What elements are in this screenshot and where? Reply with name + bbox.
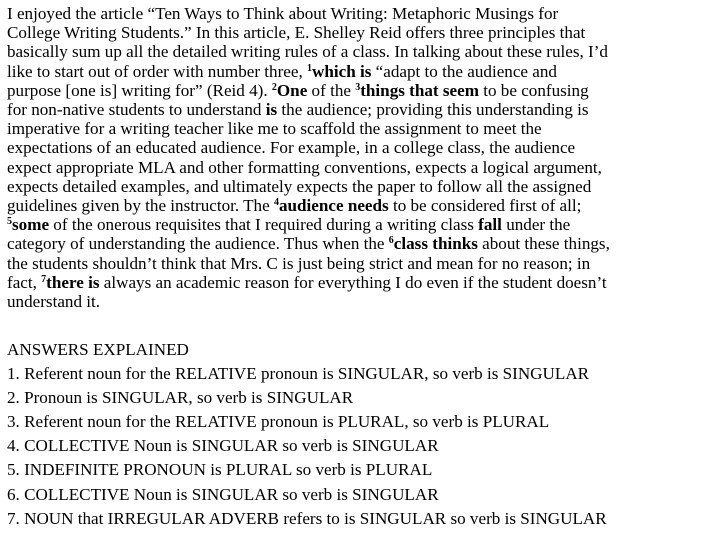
text-segment: “adapt to the audience and — [371, 61, 557, 81]
text-segment: College Writing Students.” In this article, E. Shelley Reid offers three principles that — [7, 23, 586, 43]
text-segment: expects detailed examples, and ultimately expects the paper to follow all the assigned — [7, 176, 592, 196]
text-segment: about these things, — [477, 234, 610, 254]
paragraph-line — [7, 196, 719, 215]
text-segment: expect appropriate MLA and other formatting conventions, expects a logical argument, — [7, 157, 602, 177]
text-segment: category of understanding the audience. Thus when the — [7, 234, 389, 254]
bold-verb-phrase: fall — [478, 215, 502, 235]
paragraph-line — [7, 292, 719, 311]
paragraph-line — [7, 23, 719, 42]
essay-paragraph — [7, 4, 719, 311]
text-segment: the audience; providing this understanding is — [277, 100, 589, 120]
bold-verb-phrase: things that seem — [360, 80, 479, 100]
paragraph-line — [7, 81, 719, 100]
answer-item-3: 3. Referent noun for the RELATIVE pronoun is PLURAL, so verb is PLURAL — [7, 412, 550, 432]
text-segment: basically sum up all the detailed writing rules of a class. In talking about these rules, I’d — [7, 42, 608, 62]
text-segment: guidelines given by the instructor. The — [7, 196, 274, 216]
bold-verb-phrase: some — [12, 215, 50, 235]
paragraph-line — [7, 177, 719, 196]
question-number-marker: 5 — [7, 216, 12, 228]
bold-verb-phrase: One — [276, 80, 308, 100]
text-segment: purpose [one is] writing for” (Reid 4). — [7, 80, 272, 100]
text-segment: always an academic reason for everything I do even if the student doesn’t — [99, 272, 607, 292]
question-number-marker: 7 — [41, 273, 47, 285]
paragraph-line — [7, 273, 719, 292]
paragraph-line — [7, 100, 719, 119]
text-segment: like to start out of order with number three, — [7, 61, 308, 81]
paragraph-line — [7, 138, 719, 157]
bold-verb-phrase: is — [265, 100, 278, 120]
text-segment: for non-native students to understand — [7, 100, 266, 120]
text-segment: expectations of an educated audience. For example, in a college class, the audience — [7, 138, 576, 158]
answer-item-1: 1. Referent noun for the RELATIVE pronoun is SINGULAR, so verb is SINGULAR — [7, 364, 590, 384]
text-segment: to be considered first of all; — [388, 196, 582, 216]
question-number-marker: 3 — [355, 81, 361, 93]
question-number-marker: 6 — [388, 235, 394, 247]
paragraph-line — [7, 4, 719, 23]
question-number-marker: 1 — [307, 62, 313, 74]
answers-section — [7, 338, 719, 531]
text-segment: to be confusing — [478, 80, 589, 100]
paragraph-line — [7, 62, 719, 81]
answer-item-6: 6. COLLECTIVE Noun is SINGULAR so verb is SINGULAR — [7, 484, 439, 504]
paragraph-line — [7, 234, 719, 253]
bold-verb-phrase: there is — [46, 272, 100, 292]
answer-item-4: 4. COLLECTIVE Noun is SINGULAR so verb is SINGULAR — [7, 436, 439, 456]
text-segment: I enjoyed the article “Ten Ways to Think about Writing: Metaphoric Musings for — [7, 4, 559, 23]
answer-item-7: 7. NOUN that IRREGULAR ADVERB refers to is SINGULAR so verb is SINGULAR — [7, 508, 607, 528]
text-segment: under the — [501, 215, 571, 235]
question-number-marker: 2 — [271, 81, 277, 93]
paragraph-line — [7, 215, 719, 234]
text-segment: fact, — [7, 272, 42, 292]
text-segment: understand it. — [7, 292, 101, 312]
answer-item-5: 5. INDEFINITE PRONOUN is PLURAL so verb is PLURAL — [7, 460, 433, 480]
text-segment: of the onerous requisites that I required during a writing class — [49, 215, 479, 235]
answers-heading: ANSWERS EXPLAINED — [7, 340, 189, 359]
paragraph-line — [7, 119, 719, 138]
bold-verb-phrase: which is — [312, 61, 372, 81]
answer-item-2: 2. Pronoun is SINGULAR, so verb is SINGULAR — [7, 388, 354, 408]
paragraph-line — [7, 254, 719, 273]
bold-verb-phrase: audience needs — [278, 196, 389, 216]
text-segment: the students shouldn’t think that Mrs. C is just being strict and mean for no reason; in — [7, 253, 591, 273]
text-segment: of the — [307, 80, 356, 100]
paragraph-line — [7, 42, 719, 61]
question-number-marker: 4 — [273, 197, 279, 209]
bold-verb-phrase: class thinks — [393, 234, 478, 254]
paragraph-line — [7, 158, 719, 177]
text-segment: imperative for a writing teacher like me to scaffold the assignment to meet the — [7, 119, 542, 139]
